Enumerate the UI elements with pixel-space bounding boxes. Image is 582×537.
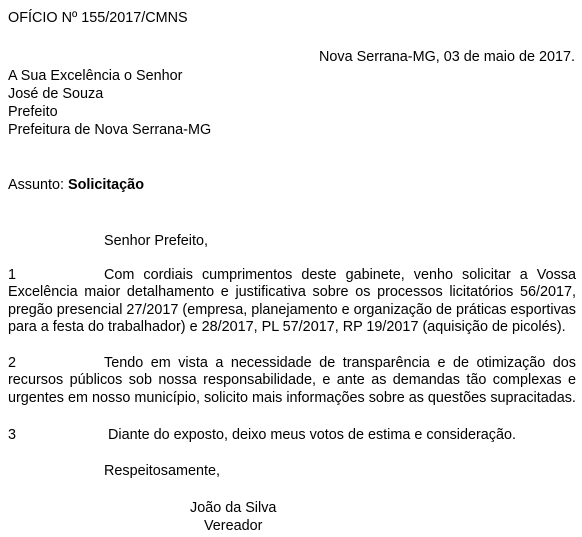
paragraph-body: Com cordiais cumprimentos deste gabinete, venho solicitar a Vossa Excelência maior detalhamento e justificativa sobre os processos licitatórios 56/2017, pregão presencial 27/2017 (empresa, planejamento e organização de práticas esportivas para a festa do trabalhador) e 28/2017, PL 57/2017, RP 19/2017 (aquisição de picolés).	[8, 267, 576, 335]
paragraph-body: Diante do exposto, deixo meus votos de estima e consideração.	[108, 427, 516, 443]
subject-value: Solicitação	[68, 177, 144, 193]
paragraph-number: 2	[8, 355, 17, 371]
opening-salutation: Senhor Prefeito,	[104, 233, 208, 249]
paragraph-number: 3	[8, 427, 17, 443]
signature-name: João da Silva	[190, 500, 277, 516]
oficio-number: OFÍCIO Nº 155/2017/CMNS	[8, 10, 188, 26]
closing: Respeitosamente,	[104, 463, 220, 479]
subject-line	[8, 177, 144, 194]
subject-label: Assunto:	[8, 177, 64, 193]
place-date: Nova Serrana-MG, 03 de maio de 2017.	[319, 49, 575, 65]
signature-role: Vereador	[204, 518, 263, 534]
recipient-salutation: A Sua Excelência o Senhor	[8, 68, 183, 84]
recipient-name: José de Souza	[8, 86, 104, 102]
recipient-title: Prefeito	[8, 104, 58, 120]
paragraph-number: 1	[8, 267, 17, 283]
paragraph-body: Tendo em vista a necessidade de transparência e de otimização dos recursos públicos sob nossa responsabilidade, e ante as demandas tão complexas e urgentes em nosso município, solicito mais informações sobre as questões supracitadas.	[8, 355, 576, 406]
recipient-institution: Prefeitura de Nova Serrana-MG	[8, 122, 212, 138]
